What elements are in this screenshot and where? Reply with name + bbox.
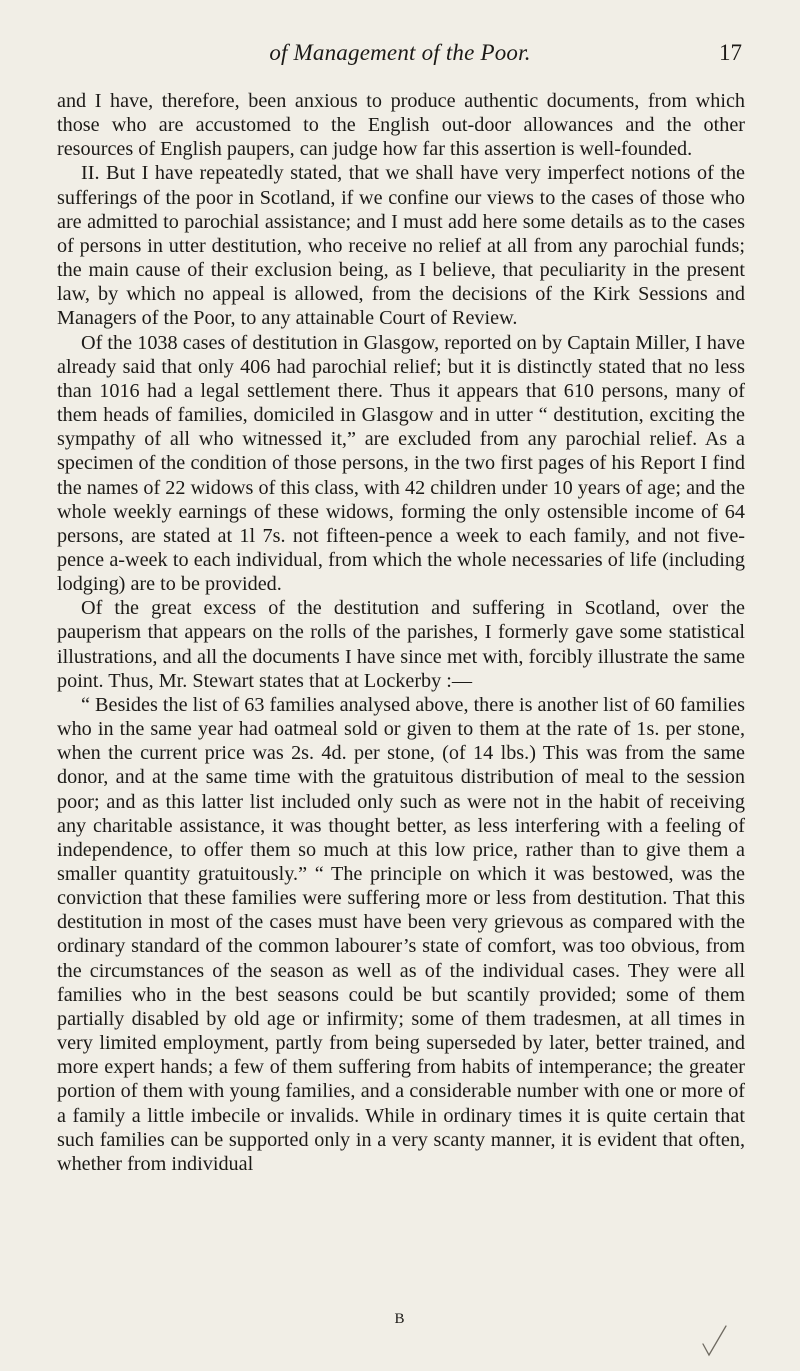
running-title: of Management of the Poor. [269, 40, 531, 65]
quoted-paragraph: “ Besides the list of 63 families analysed above, there is another list of 60 families who in the same year had oatmeal sold or given to them at the rate of 1s. per stone, when the current price was 2s. 4d. per stone, (of 14 lbs.) This was from the same donor, and at the same time with the gratuitous distribution of meal to the session poor; and as this latter list included only such as were not in the habit of receiving any charitable assistance, it was thought better, as less interfering with a feeling of independence, to offer them so much at this low price, rather than to give them a smaller quantity gratuitously.” “ The principle on which it was bestowed, was the conviction that these families were suffering more or less from destitution. That this destitution in most of the cases must have been very grievous as compared with the ordinary standard of the common labourer’s state of comfort, was too obvious, from the circumstances of the season as well as of the individual cases. They were all families who in the best seasons could be but scantily provided; some of them partially disabled by old age or infirmity; some of them tradesmen, at all times in very limited employment, partly from being superseded by later, better trained, and more expert hands; a few of them suffering from habits of intemperance; the greater portion of them with young families, and a considerable number with one or more of a family a little imbecile or invalids. While in ordinary times it is quite certain that such families can be supported only in a very scanty manner, it is evident that often, whether from individual [57, 693, 745, 1175]
page-number: 17 [719, 40, 742, 65]
paragraph: II. But I have repeatedly stated, that we shall have very imperfect notions of the sufferings of the poor in Scotland, if we confine our views to the cases of those who are admitted to parochial assistance; and I must add here some details as to the cases of persons in utter destitution, who receive no relief at all from any parochial funds; the main cause of their exclusion being, as I believe, that peculiarity in the present law, by which no appeal is allowed, from the decisions of the Kirk Sessions and Managers of the Poor, to any attainable Court of Review. [57, 162, 745, 330]
paragraph: Of the great excess of the destitution and suffering in Scotland, over the pauperism that appears on the rolls of the parishes, I formerly gave some statistical illustrations, and all the documents I have since met with, forcibly illustrate the same point. Thus, Mr. Stewart states that at Lockerby :— [57, 597, 745, 692]
body-text [57, 89, 745, 1176]
paragraph: and I have, therefore, been anxious to produce authentic documents, from which those who are accustomed to the English out-door allowances and the other resources of English paupers, can judge how far this assertion is well-founded. [57, 90, 745, 161]
signature-mark: B [394, 1311, 406, 1327]
page-header [0, 40, 800, 74]
pencil-check-icon [700, 1322, 730, 1362]
paragraph: Of the 1038 cases of destitution in Glasgow, reported on by Captain Miller, I have already said that only 406 had parochial relief; but it is distinctly stated that no less than 1016 had a legal settlement there. Thus it appears that 610 persons, many of them heads of families, domiciled in Glasgow and in utter “ destitution, exciting the sympathy of all who witnessed it,” are excluded from any parochial relief. As a specimen of the condition of those persons, in the two first pages of his Report I find the names of 22 widows of this class, with 42 children under 10 years of age; and the whole weekly earnings of these widows, forming the only ostensible income of 64 persons, are stated at 1l 7s. not fifteen-pence a week to each family, and not five-pence a-week to each individual, from which the whole necessaries of life (including lodging) are to be provided. [57, 331, 745, 596]
